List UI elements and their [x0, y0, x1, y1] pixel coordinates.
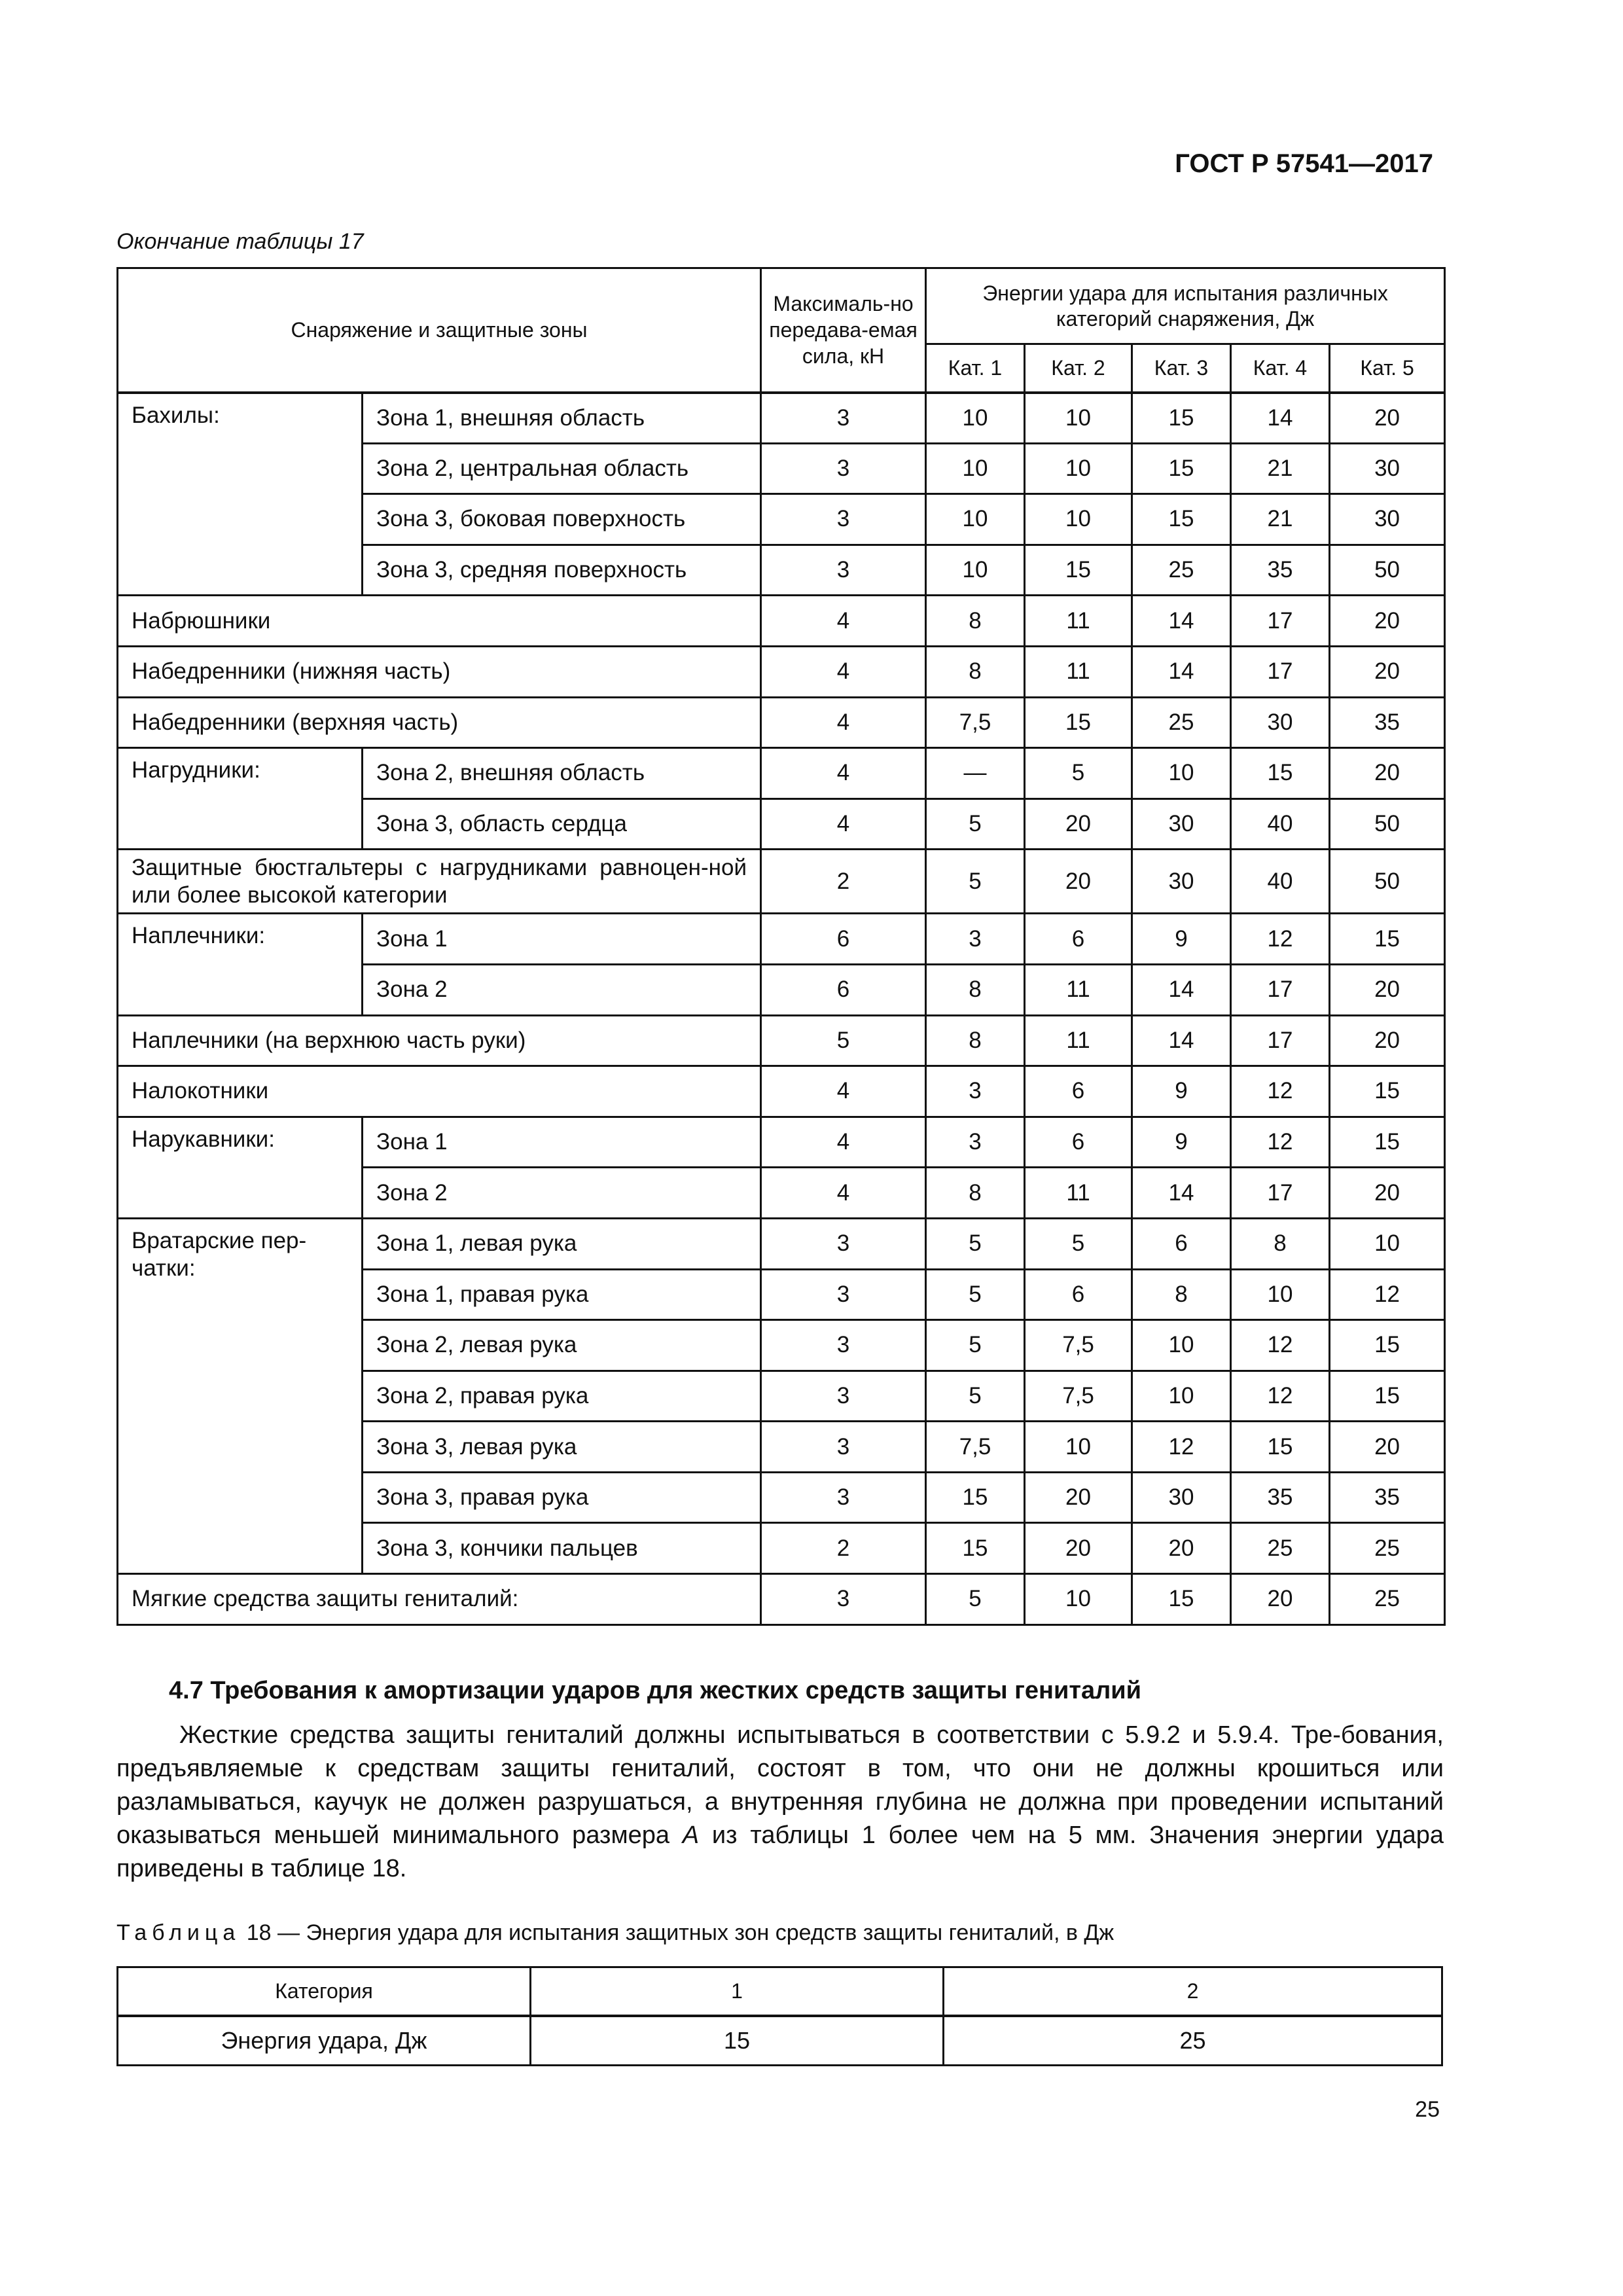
energy-cell: 15: [1330, 914, 1445, 965]
energy-cell: 15: [1132, 1574, 1231, 1625]
energy-cell: 10: [926, 393, 1025, 444]
energy-cell: 50: [1330, 545, 1445, 596]
energy-cell: 20: [1330, 1015, 1445, 1066]
paragraph-text-2: из таблицы 1 более чем на 5 мм. Значения энергии удара приведены в таблице 18.: [116, 1821, 1444, 1882]
energy-cell: 11: [1025, 1168, 1132, 1219]
force-cell: 4: [761, 748, 926, 799]
table-row: [118, 1574, 1445, 1625]
energy-cell: 12: [1231, 1066, 1330, 1117]
energy-cell: 10: [1132, 748, 1231, 799]
energy-cell: 20: [1330, 1422, 1445, 1473]
force-cell: 2: [761, 1523, 926, 1574]
energy-cell: 30: [1132, 1472, 1231, 1523]
energy-cell: 12: [1132, 1422, 1231, 1473]
energy-cell: 25: [1330, 1523, 1445, 1574]
energy-cell: 15: [1132, 443, 1231, 494]
energy-cell: 15: [1231, 748, 1330, 799]
energy-cell: 30: [1231, 697, 1330, 748]
energy-cell: 17: [1231, 964, 1330, 1015]
energy-cell: 10: [1330, 1218, 1445, 1269]
energy-cell: 10: [1025, 1574, 1132, 1625]
energy-cell: 15: [1330, 1371, 1445, 1422]
energy-cell: 20: [1330, 646, 1445, 697]
energy-cell: 14: [1231, 393, 1330, 444]
energy-cell: 5: [926, 850, 1025, 914]
energy-cell: 25: [1330, 1574, 1445, 1625]
header-force: Максималь-но передава-емая сила, кН: [761, 268, 926, 393]
force-cell: 4: [761, 1117, 926, 1168]
group-label: Вратарские пер-чатки:: [118, 1218, 363, 1573]
energy-cell: 5: [926, 1218, 1025, 1269]
energy-cell: 15: [1330, 1066, 1445, 1117]
energy-cell: 20: [1132, 1523, 1231, 1574]
energy-cell: 21: [1231, 443, 1330, 494]
energy-cell: 8: [1132, 1269, 1231, 1320]
table-18-caption: [116, 1920, 1114, 1946]
force-cell: 3: [761, 443, 926, 494]
energy-cell: 5: [926, 1371, 1025, 1422]
energy-cell: 14: [1132, 1168, 1231, 1219]
table-row: [118, 1967, 1442, 2016]
energy-cell: 9: [1132, 1117, 1231, 1168]
category-label-cell: Категория: [118, 1967, 531, 2016]
energy-cell: 20: [1025, 1523, 1132, 1574]
energy-cell: 20: [1025, 798, 1132, 850]
table-row: [118, 697, 1445, 748]
energy-cell: 14: [1132, 646, 1231, 697]
group-label: Мягкие средства защиты гениталий:: [118, 1574, 761, 1625]
energy-cell: 8: [1231, 1218, 1330, 1269]
energy-cell: 5: [926, 1574, 1025, 1625]
energy-cell: 35: [1330, 697, 1445, 748]
energy-cell: 20: [1330, 1168, 1445, 1219]
table-row: [118, 914, 1445, 965]
energy-cell: 7,5: [1025, 1320, 1132, 1371]
energy-cell: 10: [1025, 393, 1132, 444]
energy-cell: 7,5: [926, 1422, 1025, 1473]
energy-cell: 30: [1132, 850, 1231, 914]
energy-cell: 15: [926, 1523, 1025, 1574]
header-equipment: Снаряжение и защитные зоны: [118, 268, 761, 393]
zone-cell: Зона 3, боковая поверхность: [363, 494, 761, 545]
force-cell: 3: [761, 1472, 926, 1523]
energy-cell: 11: [1025, 596, 1132, 647]
energy-cell: 10: [1025, 1422, 1132, 1473]
table-row: [118, 1066, 1445, 1117]
force-cell: 6: [761, 914, 926, 965]
paragraph-italic-symbol: A: [682, 1821, 700, 1849]
zone-cell: Зона 3, правая рука: [363, 1472, 761, 1523]
energy-cell: 11: [1025, 1015, 1132, 1066]
paragraph-text-1: Жесткие средства защиты гениталий должны испытываться в соответствии с 5.9.2 и 5.9.4. Тре-бования, предъявляемые к средствам защиты гениталий, состоят в том, что они не должны крошиться или разламываться, каучук не должен разрушаться, а внутренняя глубина не должна при проведении испытаний оказываться меньшей минимального размера: [116, 1721, 1444, 1849]
zone-cell: Зона 2, левая рука: [363, 1320, 761, 1371]
table-17: [116, 267, 1446, 1626]
energy-cell: 12: [1231, 1117, 1330, 1168]
force-cell: 3: [761, 494, 926, 545]
energy-cell: 10: [926, 545, 1025, 596]
header-energy-group: Энергии удара для испытания различных категорий снаряжения, Дж: [926, 268, 1445, 344]
energy-cell: 3: [926, 914, 1025, 965]
energy-cell: 15: [1025, 697, 1132, 748]
header-cat-4: Кат. 4: [1231, 344, 1330, 393]
energy-cell: 7,5: [1025, 1371, 1132, 1422]
energy-cell: 10: [926, 494, 1025, 545]
energy-cell: 14: [1132, 596, 1231, 647]
force-cell: 4: [761, 798, 926, 850]
energy-cell: 30: [1330, 443, 1445, 494]
energy-cell: 30: [1132, 798, 1231, 850]
energy-cell: 15: [1025, 545, 1132, 596]
energy-cell: 10: [1132, 1320, 1231, 1371]
energy-cell: 35: [1330, 1472, 1445, 1523]
force-cell: 3: [761, 545, 926, 596]
energy-cell: 8: [926, 596, 1025, 647]
energy-cell: 11: [1025, 646, 1132, 697]
zone-cell: Зона 1: [363, 1117, 761, 1168]
energy-cell: 20: [1330, 393, 1445, 444]
header-cat-1: Кат. 1: [926, 344, 1025, 393]
zone-cell: Зона 3, средняя поверхность: [363, 545, 761, 596]
caption-table-word: Таблица: [116, 1920, 241, 1945]
force-cell: 4: [761, 697, 926, 748]
force-cell: 3: [761, 1371, 926, 1422]
force-cell: 4: [761, 1168, 926, 1219]
energy-cell: 20: [1330, 596, 1445, 647]
energy-cell: 25: [1132, 697, 1231, 748]
energy-cell: 12: [1330, 1269, 1445, 1320]
energy-cell: 50: [1330, 850, 1445, 914]
force-cell: 6: [761, 964, 926, 1015]
force-cell: 4: [761, 596, 926, 647]
energy-cell: 20: [1330, 748, 1445, 799]
zone-cell: Зона 1, левая рука: [363, 1218, 761, 1269]
energy-cell: 5: [926, 798, 1025, 850]
zone-cell: Зона 2, внешняя область: [363, 748, 761, 799]
zone-cell: Зона 3, кончики пальцев: [363, 1523, 761, 1574]
energy-cell: 8: [926, 646, 1025, 697]
energy-cell: 7,5: [926, 697, 1025, 748]
table-row: [118, 850, 1445, 914]
group-label: Наплечники:: [118, 914, 363, 1015]
energy-cell: 6: [1025, 1066, 1132, 1117]
zone-cell: Зона 1: [363, 914, 761, 965]
standard-code: ГОСТ Р 57541—2017: [1175, 149, 1433, 178]
table-row: [118, 393, 1445, 444]
energy-cell: 15: [1330, 1117, 1445, 1168]
force-cell: 5: [761, 1015, 926, 1066]
caption-text: 18 — Энергия удара для испытания защитных зон средств защиты гениталий, в Дж: [240, 1920, 1115, 1945]
header-cat-5: Кат. 5: [1330, 344, 1445, 393]
energy-cell: 35: [1231, 545, 1330, 596]
energy-cell: 35: [1231, 1472, 1330, 1523]
energy-cell: 25: [944, 2016, 1442, 2066]
energy-cell: 6: [1025, 1269, 1132, 1320]
force-cell: 3: [761, 1422, 926, 1473]
group-label: Бахилы:: [118, 393, 363, 596]
energy-cell: 15: [1330, 1320, 1445, 1371]
zone-cell: Зона 3, область сердца: [363, 798, 761, 850]
energy-cell: 12: [1231, 1320, 1330, 1371]
energy-cell: 12: [1231, 1371, 1330, 1422]
group-label: Нагрудники:: [118, 748, 363, 850]
zone-cell: Зона 3, левая рука: [363, 1422, 761, 1473]
table-row: [118, 1015, 1445, 1066]
table-row: [118, 748, 1445, 799]
energy-cell: 8: [926, 964, 1025, 1015]
force-cell: 3: [761, 1218, 926, 1269]
group-label: Защитные бюстгальтеры с нагрудниками равноцен-ной или более высокой категории: [118, 850, 761, 914]
table-row: [118, 1218, 1445, 1269]
category-cell: 1: [531, 1967, 944, 2016]
energy-cell: 3: [926, 1117, 1025, 1168]
energy-cell: 20: [1231, 1574, 1330, 1625]
energy-cell: 15: [531, 2016, 944, 2066]
energy-cell: 50: [1330, 798, 1445, 850]
header-cat-2: Кат. 2: [1025, 344, 1132, 393]
energy-cell: 5: [926, 1320, 1025, 1371]
zone-cell: Зона 2, центральная область: [363, 443, 761, 494]
energy-cell: 21: [1231, 494, 1330, 545]
force-cell: 3: [761, 1269, 926, 1320]
energy-cell: 15: [1132, 494, 1231, 545]
energy-cell: 5: [1025, 1218, 1132, 1269]
table-row: [118, 596, 1445, 647]
zone-cell: Зона 1, внешняя область: [363, 393, 761, 444]
force-cell: 3: [761, 393, 926, 444]
energy-cell: 10: [926, 443, 1025, 494]
group-label: Нарукавники:: [118, 1117, 363, 1218]
energy-cell: 20: [1025, 1472, 1132, 1523]
energy-label-cell: Энергия удара, Дж: [118, 2016, 531, 2066]
category-cell: 2: [944, 1967, 1442, 2016]
energy-cell: 5: [926, 1269, 1025, 1320]
energy-cell: 17: [1231, 1168, 1330, 1219]
force-cell: 3: [761, 1320, 926, 1371]
energy-cell: 40: [1231, 798, 1330, 850]
force-cell: 4: [761, 646, 926, 697]
energy-cell: 15: [1132, 393, 1231, 444]
energy-cell: 14: [1132, 964, 1231, 1015]
group-label: Наплечники (на верхнюю часть руки): [118, 1015, 761, 1066]
energy-cell: 25: [1231, 1523, 1330, 1574]
energy-cell: 9: [1132, 914, 1231, 965]
energy-cell: 40: [1231, 850, 1330, 914]
table-18: [116, 1966, 1443, 2066]
energy-cell: 11: [1025, 964, 1132, 1015]
force-cell: 3: [761, 1574, 926, 1625]
force-cell: 4: [761, 1066, 926, 1117]
energy-cell: 5: [1025, 748, 1132, 799]
energy-cell: 25: [1132, 545, 1231, 596]
table-continuation-label: Окончание таблицы 17: [116, 229, 364, 254]
page-number: 25: [1415, 2097, 1440, 2122]
zone-cell: Зона 2, правая рука: [363, 1371, 761, 1422]
energy-cell: 17: [1231, 646, 1330, 697]
energy-cell: 10: [1025, 494, 1132, 545]
energy-cell: 10: [1132, 1371, 1231, 1422]
energy-cell: 10: [1231, 1269, 1330, 1320]
header-cat-3: Кат. 3: [1132, 344, 1231, 393]
group-label: Набедренники (верхняя часть): [118, 697, 761, 748]
energy-cell: 6: [1025, 914, 1132, 965]
energy-cell: 6: [1025, 1117, 1132, 1168]
energy-cell: 17: [1231, 1015, 1330, 1066]
table-row: [118, 2016, 1442, 2066]
energy-cell: 17: [1231, 596, 1330, 647]
body-paragraph: [116, 1719, 1444, 1886]
force-cell: 2: [761, 850, 926, 914]
energy-cell: —: [926, 748, 1025, 799]
group-label: Набедренники (нижняя часть): [118, 646, 761, 697]
energy-cell: 15: [1231, 1422, 1330, 1473]
energy-cell: 8: [926, 1015, 1025, 1066]
energy-cell: 12: [1231, 914, 1330, 965]
energy-cell: 10: [1025, 443, 1132, 494]
energy-cell: 8: [926, 1168, 1025, 1219]
zone-cell: Зона 2: [363, 964, 761, 1015]
group-label: Налокотники: [118, 1066, 761, 1117]
energy-cell: 14: [1132, 1015, 1231, 1066]
energy-cell: 3: [926, 1066, 1025, 1117]
zone-cell: Зона 1, правая рука: [363, 1269, 761, 1320]
energy-cell: 9: [1132, 1066, 1231, 1117]
energy-cell: 6: [1132, 1218, 1231, 1269]
zone-cell: Зона 2: [363, 1168, 761, 1219]
table-row: [118, 1117, 1445, 1168]
table-row: [118, 646, 1445, 697]
group-label: Набрюшники: [118, 596, 761, 647]
energy-cell: 15: [926, 1472, 1025, 1523]
energy-cell: 30: [1330, 494, 1445, 545]
energy-cell: 20: [1330, 964, 1445, 1015]
energy-cell: 20: [1025, 850, 1132, 914]
section-heading: 4.7 Требования к амортизации ударов для жестких средств защиты гениталий: [169, 1677, 1141, 1704]
